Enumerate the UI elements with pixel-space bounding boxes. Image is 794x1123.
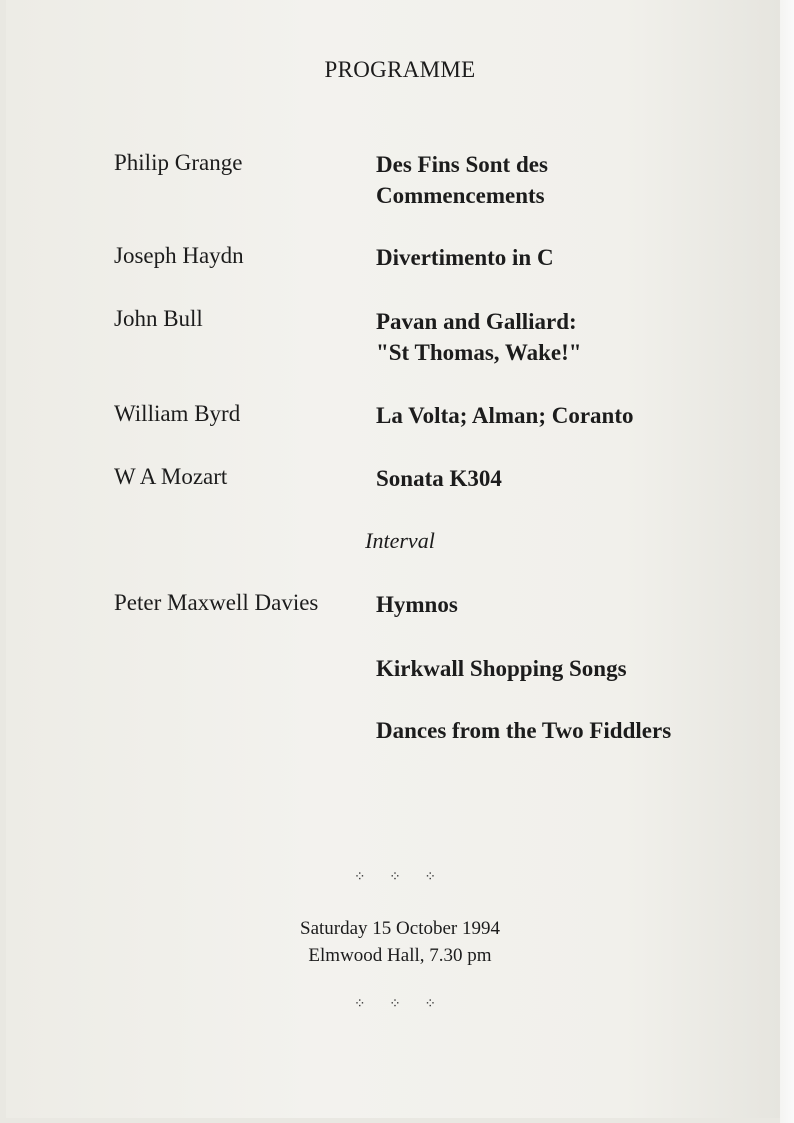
work-title-line: Commencements [376,183,545,208]
work-title [376,463,502,494]
work-title: Hymnos [376,592,458,617]
ornament-divider: ⁘ ⁘ ⁘ [353,997,447,1012]
work-title: Kirkwall Shopping Songs [376,656,627,681]
composer-name: W A Mozart [114,464,228,489]
page-title: PROGRAMME [324,57,476,82]
composer-name: John Bull [114,306,203,331]
work-title-line: Des Fins Sont des [376,152,548,177]
page-edge [780,0,794,1123]
interval-label: Interval [365,528,435,553]
event-date: Saturday 15 October 1994 [300,918,500,939]
event-venue: Elmwood Hall, 7.30 pm [308,945,492,966]
work-title: Dances from the Two Fiddlers [376,718,672,743]
composer-name: Joseph Haydn [114,243,244,268]
ornament-divider: ⁘ ⁘ ⁘ [353,870,447,885]
composer-name: Philip Grange [114,150,243,175]
work-title [376,306,582,368]
work-title [376,242,554,273]
work-title [376,400,634,431]
composer-name: Peter Maxwell Davies [114,590,319,615]
work-title-line: Divertimento in C [376,245,554,270]
work-title-line: La Volta; Alman; Coranto [376,403,634,428]
composer-name: William Byrd [114,401,241,426]
programme-page [6,0,780,1118]
work-title-line: Pavan and Galliard: [376,309,577,334]
work-title-line: Sonata K304 [376,466,502,491]
work-title-line: "St Thomas, Wake!" [376,340,582,365]
work-title [376,149,548,211]
